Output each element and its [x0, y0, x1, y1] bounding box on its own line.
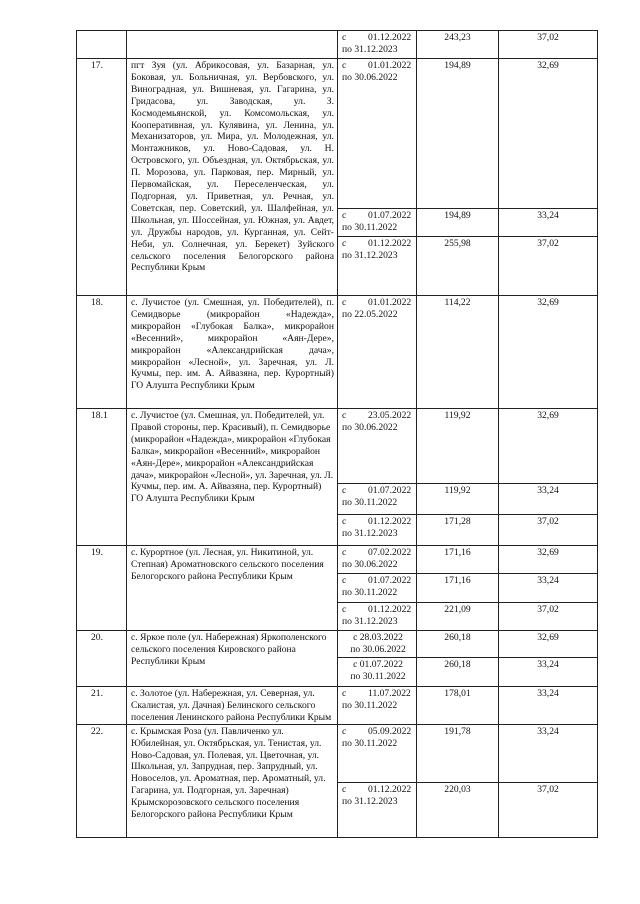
tariff-value: 221,09 — [417, 603, 499, 631]
from-date: 01.07.2022 — [359, 659, 403, 670]
from-prefix: с — [353, 632, 358, 643]
row-number — [77, 31, 127, 59]
period-to — [342, 796, 414, 808]
vat-value: 33,24 — [499, 658, 598, 687]
to-prefix: по — [342, 496, 352, 508]
period-from — [342, 632, 414, 644]
from-date: 01.07.2022 — [368, 485, 412, 496]
tariff-value: 255,98 — [417, 237, 499, 296]
period-to — [342, 309, 414, 321]
tariff-value: 171,16 — [417, 546, 499, 574]
row-number: 18.1 — [77, 409, 127, 546]
period-from — [342, 410, 414, 422]
period-to — [342, 222, 414, 234]
from-prefix: с — [342, 688, 347, 699]
period-from — [342, 238, 414, 250]
period-cell — [338, 603, 417, 631]
table-row — [77, 31, 598, 59]
from-date: 28.03.2022 — [359, 632, 403, 643]
address-cell — [127, 31, 338, 59]
to-prefix: по — [350, 670, 361, 682]
to-prefix: по — [342, 527, 352, 539]
table-row — [77, 631, 598, 658]
from-prefix: с — [342, 575, 347, 586]
period-to — [342, 616, 414, 628]
vat-value: 33,24 — [499, 724, 598, 782]
period-to — [342, 587, 414, 599]
row-number: 19. — [77, 546, 127, 631]
period-to — [342, 44, 414, 56]
vat-value: 32,69 — [499, 296, 598, 409]
period-from — [342, 32, 414, 44]
vat-value: 33,24 — [499, 209, 598, 237]
to-prefix: по — [342, 71, 352, 83]
tariff-value: 220,03 — [417, 782, 499, 837]
from-prefix: с — [342, 210, 347, 221]
period-cell — [338, 296, 417, 409]
vat-value: 33,24 — [499, 687, 598, 725]
period-from — [342, 575, 414, 587]
row-number: 18. — [77, 296, 127, 409]
from-date: 23.05.2022 — [368, 410, 412, 421]
period-to — [342, 422, 414, 434]
period-cell — [338, 484, 417, 515]
to-date: 22.05.2022 — [354, 308, 398, 320]
period-to — [342, 497, 414, 509]
to-prefix: по — [342, 558, 352, 570]
period-from — [342, 210, 414, 222]
period-from — [342, 60, 414, 72]
period-to — [342, 528, 414, 540]
period-cell — [338, 658, 417, 687]
vat-value: 32,69 — [499, 546, 598, 574]
vat-value: 32,69 — [499, 631, 598, 658]
address-cell: с. Лучистое (ул. Смешная, ул. Победителей), п. Семидворье (микрорайон «Надежда», микрорайон «Глубокая Балка», микрорайон «Весенний», микрорайон «Аян-Дере», микрорайон «Александрийская дача», микрорайон «Лесной», ул. Заречная, ул. Л. Кучмы, пер. им. А. Айвазяна, пер. Курортный) ГО Алушта Республики Крым — [127, 296, 338, 409]
period-cell — [338, 409, 417, 484]
tariff-table — [76, 30, 598, 838]
address-cell: с. Золотое (ул. Набережная, ул. Северная, ул. Скалистая, ул. Дачная) Белинского сельского поселения Ленинского района Республики Крым — [127, 687, 338, 725]
period-from — [342, 297, 414, 309]
to-date: 30.11.2022 — [354, 699, 398, 711]
from-date: 01.01.2022 — [368, 60, 412, 71]
from-prefix: с — [342, 32, 347, 43]
from-prefix: с — [353, 659, 358, 670]
address-cell: пгт Зуя (ул. Абрикосовая, ул. Базарная, ул. Боковая, ул. Больничная, ул. Вербовского, ул. Виноградная, ул. Вишневая, ул. Гагарина, ул. Гридасова, ул. Заводская, ул. З. Космодемьянской, ул. Комсомольская, ул. Кооперативная, ул. Кулявина, ул. Ленина, ул. Механизаторов, ул. Мира, ул. Молодежная, ул. Монтажников, ул. Ново-Садовая, ул. Н. Островского, ул. Объездная, ул. Октябрьская, ул. П. Морозова, ул. Парковая, пер. Мирный, ул. Первомайская, ул. Переселенческая, ул. Подгорная, ул. Приветная, ул. Речная, ул. Советская, пер. Советский, ул. Шалфейная, ул. Школьная, ул. Шоссейная, ул. Южная, ул. Авдет, ул. Дружбы народов, ул. Курганная, ул. Сейт-Неби, ул. Солнечная, ул. Берекет) Зуйского сельского поселения Белогорского района Республики Крым — [127, 59, 338, 296]
period-to — [342, 644, 414, 656]
to-prefix: по — [342, 43, 352, 55]
tariff-value: 260,18 — [417, 631, 499, 658]
period-cell — [338, 631, 417, 658]
period-from — [342, 516, 414, 528]
to-prefix: по — [342, 221, 352, 233]
from-prefix: с — [342, 297, 347, 308]
row-number: 20. — [77, 631, 127, 687]
tariff-value: 114,22 — [417, 296, 499, 409]
from-prefix: с — [342, 725, 347, 737]
period-cell — [338, 237, 417, 296]
from-date: 01.07.2022 — [368, 575, 412, 586]
row-number: 21. — [77, 687, 127, 725]
to-prefix: по — [342, 737, 352, 749]
table-body — [77, 31, 598, 838]
period-from — [342, 784, 414, 796]
from-date: 01.01.2022 — [368, 297, 412, 308]
to-prefix: по — [342, 249, 352, 261]
from-date: 01.12.2022 — [368, 32, 412, 43]
period-cell — [338, 546, 417, 574]
to-prefix: по — [342, 699, 352, 711]
from-prefix: с — [342, 604, 347, 615]
period-to — [342, 738, 414, 750]
vat-value: 37,02 — [499, 31, 598, 59]
tariff-value: 194,89 — [417, 59, 499, 209]
from-prefix: с — [342, 410, 347, 421]
table-row — [77, 59, 598, 209]
period-from — [342, 726, 414, 738]
tariff-value: 243,23 — [417, 31, 499, 59]
period-cell — [338, 59, 417, 209]
to-prefix: по — [350, 643, 361, 655]
table-row — [77, 724, 598, 782]
to-date: 30.11.2022 — [354, 586, 398, 598]
row-number: 17. — [77, 59, 127, 296]
vat-value: 37,02 — [499, 515, 598, 546]
period-to — [342, 671, 414, 683]
tariff-value: 191,78 — [417, 724, 499, 782]
tariff-value: 171,28 — [417, 515, 499, 546]
vat-value: 37,02 — [499, 603, 598, 631]
to-date: 30.06.2022 — [354, 71, 398, 83]
period-cell — [338, 31, 417, 59]
to-date: 30.11.2022 — [362, 670, 406, 682]
from-date: 05.09.2022 — [368, 725, 412, 737]
period-cell — [338, 209, 417, 237]
period-to — [342, 559, 414, 571]
period-cell — [338, 574, 417, 603]
from-prefix: с — [342, 783, 347, 795]
to-prefix: по — [342, 586, 352, 598]
tariff-value: 178,01 — [417, 687, 499, 725]
from-date: 11.07.2022 — [368, 688, 411, 699]
address-cell: с. Курортное (ул. Лесная, ул. Никитиной, ул. Степная) Ароматновского сельского поселения Белогорского района Республики Крым — [127, 546, 338, 631]
period-to — [342, 72, 414, 84]
to-date: 30.11.2022 — [354, 737, 398, 749]
table-row — [77, 546, 598, 574]
table-row — [77, 687, 598, 725]
from-prefix: с — [342, 60, 347, 71]
from-prefix: с — [342, 238, 347, 249]
from-prefix: с — [342, 485, 347, 496]
vat-value: 32,69 — [499, 409, 598, 484]
period-cell — [338, 515, 417, 546]
tariff-value: 119,92 — [417, 409, 499, 484]
period-to — [342, 250, 414, 262]
to-date: 31.12.2023 — [354, 615, 398, 627]
period-cell — [338, 782, 417, 837]
table-row — [77, 296, 598, 409]
to-prefix: по — [342, 795, 352, 807]
to-prefix: по — [342, 615, 352, 627]
tariff-value: 260,18 — [417, 658, 499, 687]
from-prefix: с — [342, 547, 347, 558]
from-date: 01.12.2022 — [368, 238, 412, 249]
to-date: 31.12.2023 — [354, 249, 398, 261]
period-cell — [338, 687, 417, 725]
to-date: 31.12.2023 — [354, 795, 398, 807]
period-from — [342, 659, 414, 671]
to-prefix: по — [342, 421, 352, 433]
vat-value: 33,24 — [499, 574, 598, 603]
address-cell: с. Крымская Роза (ул. Павличенко ул. Юбилейная, ул. Октябрьская, ул. Тенистая, ул. Ново-Садовая, ул. Полевая, ул. Цветочная, ул. Школьная, ул. Запрудная, пер. Запрудный, ул. Новоселов, ул. Ароматная, пер. Ароматный, ул. Гагарина, ул. Подгорная, ул. Заречная) Крымскорозовского сельского поселения Белогорского района Республики Крым — [127, 724, 338, 837]
tariff-value: 194,89 — [417, 209, 499, 237]
to-date: 30.06.2022 — [354, 421, 398, 433]
to-date: 30.06.2022 — [362, 643, 406, 655]
from-date: 01.12.2022 — [368, 516, 412, 527]
vat-value: 37,02 — [499, 782, 598, 837]
period-from — [342, 688, 414, 700]
period-from — [342, 547, 414, 559]
to-date: 30.06.2022 — [354, 558, 398, 570]
to-prefix: по — [342, 308, 352, 320]
to-date: 31.12.2023 — [354, 527, 398, 539]
period-from — [342, 604, 414, 616]
vat-value: 37,02 — [499, 237, 598, 296]
row-number: 22. — [77, 724, 127, 837]
to-date: 30.11.2022 — [354, 496, 398, 508]
period-from — [342, 485, 414, 497]
vat-value: 33,24 — [499, 484, 598, 515]
to-date: 31.12.2023 — [354, 43, 398, 55]
vat-value: 32,69 — [499, 59, 598, 209]
from-date: 07.02.2022 — [368, 547, 412, 558]
from-date: 01.12.2022 — [368, 783, 412, 795]
from-date: 01.12.2022 — [368, 604, 412, 615]
tariff-value: 119,92 — [417, 484, 499, 515]
from-prefix: с — [342, 516, 347, 527]
to-date: 30.11.2022 — [354, 221, 398, 233]
period-cell — [338, 724, 417, 782]
address-cell: с. Яркое поле (ул. Набережная) Яркополенского сельского поселения Кировского района Республики Крым — [127, 631, 338, 687]
period-to — [342, 700, 414, 712]
from-date: 01.07.2022 — [368, 210, 412, 221]
tariff-value: 171,16 — [417, 574, 499, 603]
table-row — [77, 409, 598, 484]
address-cell: с. Лучистое (ул. Смешная, ул. Победителей, ул. Правой стороны, пер. Красивый), п. Семидворье (микрорайон «Надежда», микрорайон «Глубокая Балка», микрорайон «Весенний», микрорайон «Аян-Дере», микрорайон «Александрийская дача», микрорайон «Лесной», ул. Заречная, ул. Л. Кучмы, пер. им. А. Айвазяна, пер. Курортный) ГО Алушта Республики Крым — [127, 409, 338, 546]
